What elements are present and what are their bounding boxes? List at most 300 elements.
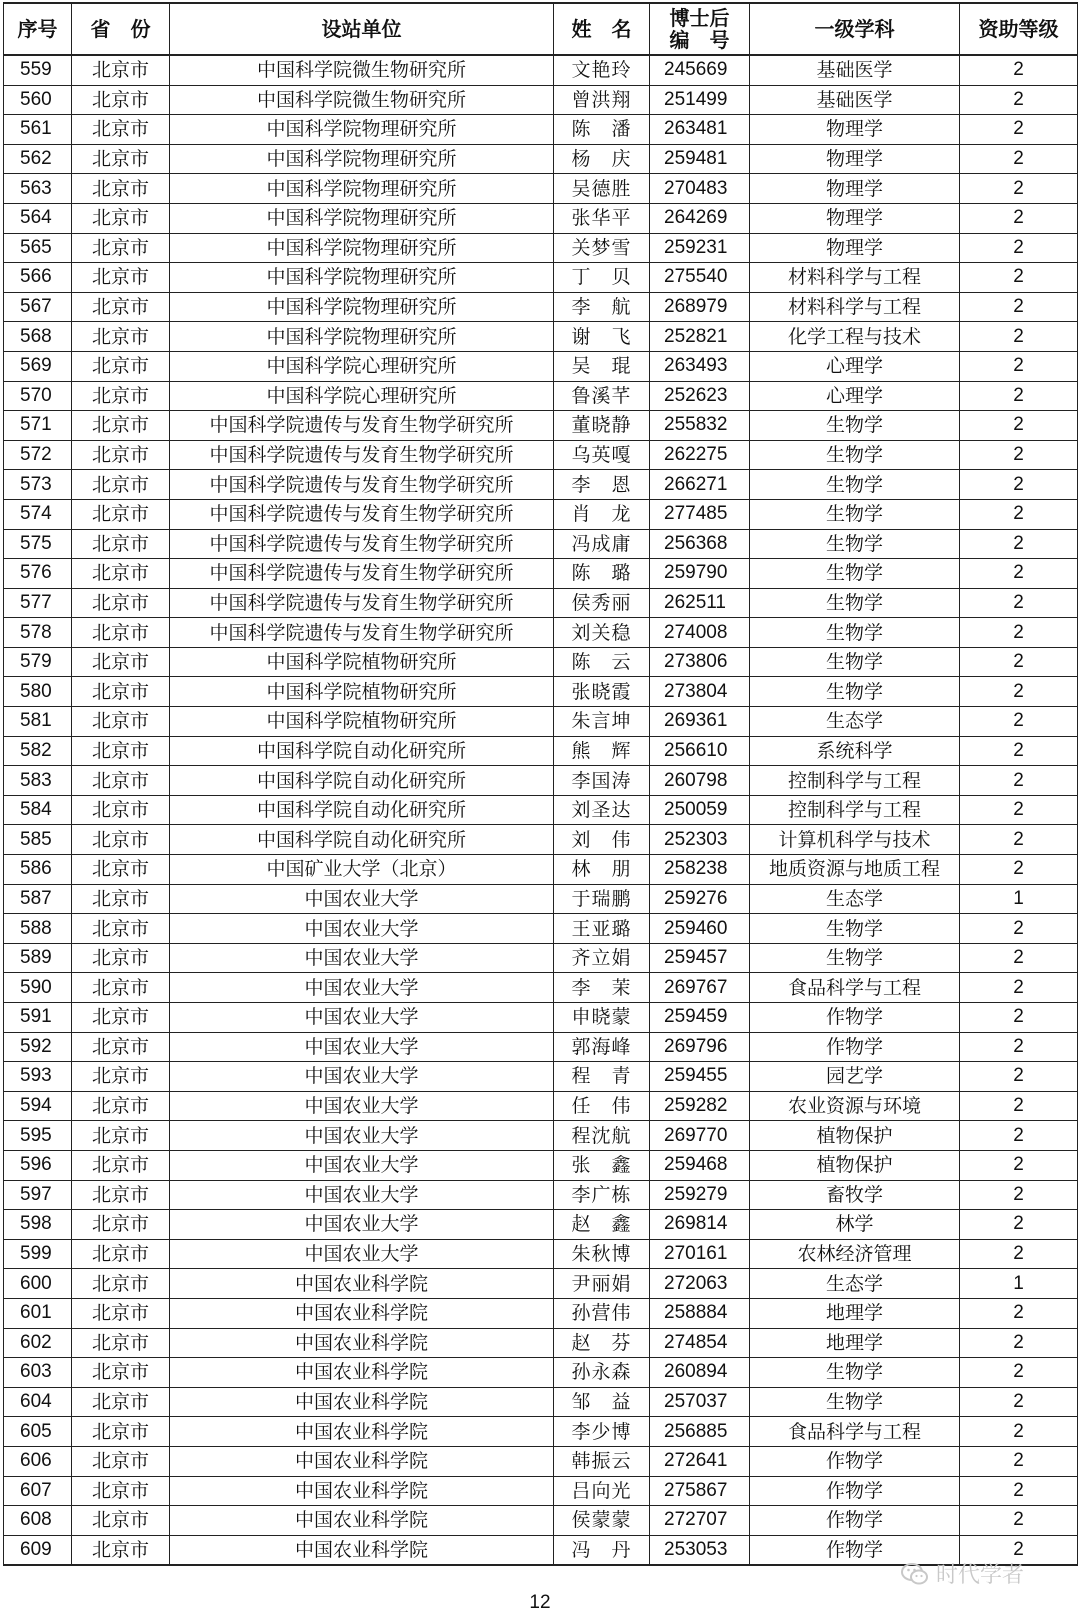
cell-unit: 中国农业科学院 <box>170 1417 554 1447</box>
cell-name: 董晓静 <box>554 411 650 441</box>
cell-grade: 2 <box>960 973 1078 1003</box>
cell-postdoc-id: 258238 <box>650 855 750 885</box>
cell-province: 北京市 <box>72 825 170 855</box>
cell-grade: 2 <box>960 144 1078 174</box>
cell-seq: 562 <box>4 144 72 174</box>
cell-postdoc-id: 274854 <box>650 1328 750 1358</box>
cell-seq: 591 <box>4 1003 72 1033</box>
cell-name: 文艳玲 <box>554 55 650 85</box>
cell-seq: 582 <box>4 736 72 766</box>
cell-province: 北京市 <box>72 263 170 293</box>
cell-unit: 中国农业大学 <box>170 973 554 1003</box>
table-row <box>4 144 1078 174</box>
cell-unit: 中国科学院遗传与发育生物学研究所 <box>170 440 554 470</box>
cell-seq: 577 <box>4 588 72 618</box>
cell-unit: 中国农业科学院 <box>170 1358 554 1388</box>
cell-postdoc-id: 270161 <box>650 1239 750 1269</box>
header-seq: 序号 <box>4 3 72 55</box>
cell-seq: 560 <box>4 85 72 115</box>
cell-name: 陈 璐 <box>554 559 650 589</box>
cell-discipline: 物理学 <box>750 174 960 204</box>
table-row <box>4 795 1078 825</box>
cell-name: 谢 飞 <box>554 322 650 352</box>
cell-unit: 中国农业大学 <box>170 1091 554 1121</box>
cell-grade: 2 <box>960 707 1078 737</box>
cell-province: 北京市 <box>72 766 170 796</box>
cell-grade: 2 <box>960 411 1078 441</box>
table-row <box>4 174 1078 204</box>
cell-seq: 559 <box>4 55 72 85</box>
cell-postdoc-id: 259282 <box>650 1091 750 1121</box>
cell-name: 程沈航 <box>554 1121 650 1151</box>
cell-unit: 中国科学院自动化研究所 <box>170 795 554 825</box>
cell-unit: 中国农业大学 <box>170 1210 554 1240</box>
cell-province: 北京市 <box>72 1298 170 1328</box>
cell-grade: 2 <box>960 943 1078 973</box>
cell-name: 程 青 <box>554 1062 650 1092</box>
cell-unit: 中国农业大学 <box>170 1121 554 1151</box>
cell-seq: 605 <box>4 1417 72 1447</box>
cell-province: 北京市 <box>72 1210 170 1240</box>
cell-discipline: 植物保护 <box>750 1150 960 1180</box>
cell-postdoc-id: 269361 <box>650 707 750 737</box>
cell-name: 赵 鑫 <box>554 1210 650 1240</box>
cell-name: 侯秀丽 <box>554 588 650 618</box>
cell-name: 李国涛 <box>554 766 650 796</box>
table-row <box>4 1358 1078 1388</box>
cell-province: 北京市 <box>72 973 170 1003</box>
cell-name: 张 鑫 <box>554 1150 650 1180</box>
cell-grade: 2 <box>960 1446 1078 1476</box>
cell-province: 北京市 <box>72 943 170 973</box>
cell-name: 丁 贝 <box>554 263 650 293</box>
table-row <box>4 203 1078 233</box>
cell-discipline: 地理学 <box>750 1298 960 1328</box>
cell-province: 北京市 <box>72 855 170 885</box>
cell-postdoc-id: 259276 <box>650 884 750 914</box>
cell-province: 北京市 <box>72 1328 170 1358</box>
cell-postdoc-id: 262511 <box>650 588 750 618</box>
cell-province: 北京市 <box>72 1417 170 1447</box>
cell-province: 北京市 <box>72 1121 170 1151</box>
table-row <box>4 647 1078 677</box>
cell-grade: 2 <box>960 1358 1078 1388</box>
cell-name: 赵 芬 <box>554 1328 650 1358</box>
cell-postdoc-id: 263493 <box>650 351 750 381</box>
table-row <box>4 233 1078 263</box>
header-discipline: 一级学科 <box>750 3 960 55</box>
cell-unit: 中国农业大学 <box>170 1150 554 1180</box>
cell-postdoc-id: 269796 <box>650 1032 750 1062</box>
cell-province: 北京市 <box>72 1003 170 1033</box>
cell-grade: 2 <box>960 795 1078 825</box>
table-row <box>4 1091 1078 1121</box>
cell-name: 冯成庸 <box>554 529 650 559</box>
cell-grade: 2 <box>960 1180 1078 1210</box>
cell-postdoc-id: 256610 <box>650 736 750 766</box>
cell-province: 北京市 <box>72 1387 170 1417</box>
cell-seq: 563 <box>4 174 72 204</box>
cell-grade: 2 <box>960 825 1078 855</box>
cell-name: 陈 云 <box>554 647 650 677</box>
cell-postdoc-id: 245669 <box>650 55 750 85</box>
cell-unit: 中国科学院植物研究所 <box>170 707 554 737</box>
cell-name: 刘圣达 <box>554 795 650 825</box>
cell-seq: 579 <box>4 647 72 677</box>
cell-province: 北京市 <box>72 292 170 322</box>
cell-discipline: 植物保护 <box>750 1121 960 1151</box>
cell-name: 熊 辉 <box>554 736 650 766</box>
table-row <box>4 411 1078 441</box>
cell-discipline: 物理学 <box>750 144 960 174</box>
table-row <box>4 529 1078 559</box>
table-row <box>4 470 1078 500</box>
cell-grade: 2 <box>960 470 1078 500</box>
cell-province: 北京市 <box>72 1358 170 1388</box>
cell-province: 北京市 <box>72 884 170 914</box>
cell-grade: 1 <box>960 1269 1078 1299</box>
table-row <box>4 1003 1078 1033</box>
cell-grade: 2 <box>960 174 1078 204</box>
cell-discipline: 系统科学 <box>750 736 960 766</box>
cell-grade: 2 <box>960 1062 1078 1092</box>
cell-unit: 中国科学院自动化研究所 <box>170 736 554 766</box>
cell-grade: 2 <box>960 85 1078 115</box>
cell-grade: 2 <box>960 499 1078 529</box>
cell-discipline: 物理学 <box>750 115 960 145</box>
postdoc-funding-table <box>3 2 1078 1566</box>
cell-seq: 578 <box>4 618 72 648</box>
cell-unit: 中国科学院遗传与发育生物学研究所 <box>170 411 554 441</box>
table-row <box>4 1032 1078 1062</box>
cell-name: 乌英嘎 <box>554 440 650 470</box>
cell-province: 北京市 <box>72 1150 170 1180</box>
table-row <box>4 825 1078 855</box>
cell-seq: 581 <box>4 707 72 737</box>
cell-province: 北京市 <box>72 1180 170 1210</box>
cell-name: 杨 庆 <box>554 144 650 174</box>
cell-discipline: 地理学 <box>750 1328 960 1358</box>
cell-name: 曾洪翔 <box>554 85 650 115</box>
cell-province: 北京市 <box>72 1239 170 1269</box>
cell-unit: 中国科学院物理研究所 <box>170 203 554 233</box>
cell-unit: 中国农业科学院 <box>170 1535 554 1565</box>
cell-province: 北京市 <box>72 411 170 441</box>
cell-seq: 580 <box>4 677 72 707</box>
table-row <box>4 1180 1078 1210</box>
cell-postdoc-id: 264269 <box>650 203 750 233</box>
cell-name: 齐立娟 <box>554 943 650 973</box>
cell-province: 北京市 <box>72 795 170 825</box>
table-row <box>4 1446 1078 1476</box>
cell-grade: 2 <box>960 766 1078 796</box>
table-row <box>4 855 1078 885</box>
cell-province: 北京市 <box>72 174 170 204</box>
cell-seq: 584 <box>4 795 72 825</box>
cell-province: 北京市 <box>72 677 170 707</box>
cell-postdoc-id: 256885 <box>650 1417 750 1447</box>
cell-grade: 2 <box>960 381 1078 411</box>
cell-discipline: 生物学 <box>750 588 960 618</box>
cell-postdoc-id: 269814 <box>650 1210 750 1240</box>
cell-grade: 2 <box>960 1239 1078 1269</box>
cell-postdoc-id: 260798 <box>650 766 750 796</box>
table-row <box>4 263 1078 293</box>
cell-grade: 2 <box>960 618 1078 648</box>
cell-discipline: 物理学 <box>750 233 960 263</box>
cell-name: 孙永森 <box>554 1358 650 1388</box>
cell-discipline: 生物学 <box>750 440 960 470</box>
cell-unit: 中国农业大学 <box>170 943 554 973</box>
cell-name: 邹 益 <box>554 1387 650 1417</box>
cell-name: 肖 龙 <box>554 499 650 529</box>
cell-seq: 569 <box>4 351 72 381</box>
cell-postdoc-id: 259459 <box>650 1003 750 1033</box>
cell-postdoc-id: 259481 <box>650 144 750 174</box>
table-row <box>4 677 1078 707</box>
cell-discipline: 生物学 <box>750 499 960 529</box>
cell-postdoc-id: 257037 <box>650 1387 750 1417</box>
cell-unit: 中国农业大学 <box>170 884 554 914</box>
header-unit: 设站单位 <box>170 3 554 55</box>
cell-seq: 570 <box>4 381 72 411</box>
cell-unit: 中国科学院物理研究所 <box>170 292 554 322</box>
cell-discipline: 化学工程与技术 <box>750 322 960 352</box>
cell-discipline: 生物学 <box>750 529 960 559</box>
cell-postdoc-id: 256368 <box>650 529 750 559</box>
cell-name: 冯 丹 <box>554 1535 650 1565</box>
table-row <box>4 322 1078 352</box>
cell-seq: 607 <box>4 1476 72 1506</box>
cell-discipline: 心理学 <box>750 351 960 381</box>
cell-postdoc-id: 262275 <box>650 440 750 470</box>
cell-grade: 2 <box>960 1121 1078 1151</box>
cell-province: 北京市 <box>72 1476 170 1506</box>
cell-grade: 2 <box>960 1417 1078 1447</box>
cell-seq: 572 <box>4 440 72 470</box>
cell-discipline: 农林经济管理 <box>750 1239 960 1269</box>
cell-discipline: 作物学 <box>750 1032 960 1062</box>
cell-seq: 599 <box>4 1239 72 1269</box>
cell-grade: 2 <box>960 647 1078 677</box>
cell-seq: 589 <box>4 943 72 973</box>
cell-grade: 2 <box>960 1535 1078 1565</box>
cell-discipline: 生物学 <box>750 411 960 441</box>
cell-unit: 中国农业大学 <box>170 1062 554 1092</box>
cell-unit: 中国科学院遗传与发育生物学研究所 <box>170 618 554 648</box>
cell-discipline: 生态学 <box>750 1269 960 1299</box>
table-row <box>4 1269 1078 1299</box>
cell-discipline: 生物学 <box>750 1387 960 1417</box>
table-row <box>4 1062 1078 1092</box>
cell-grade: 2 <box>960 203 1078 233</box>
cell-postdoc-id: 275867 <box>650 1476 750 1506</box>
header-postdoc-id <box>650 3 750 55</box>
table-row <box>4 1298 1078 1328</box>
cell-discipline: 农业资源与环境 <box>750 1091 960 1121</box>
cell-province: 北京市 <box>72 736 170 766</box>
header-province: 省 份 <box>72 3 170 55</box>
cell-unit: 中国科学院物理研究所 <box>170 263 554 293</box>
cell-seq: 598 <box>4 1210 72 1240</box>
cell-grade: 2 <box>960 559 1078 589</box>
cell-seq: 565 <box>4 233 72 263</box>
cell-unit: 中国科学院遗传与发育生物学研究所 <box>170 588 554 618</box>
table-row <box>4 943 1078 973</box>
cell-discipline: 控制科学与工程 <box>750 795 960 825</box>
cell-postdoc-id: 277485 <box>650 499 750 529</box>
cell-name: 刘关稳 <box>554 618 650 648</box>
cell-grade: 2 <box>960 1150 1078 1180</box>
cell-postdoc-id: 253053 <box>650 1535 750 1565</box>
cell-name: 朱言坤 <box>554 707 650 737</box>
cell-discipline: 生态学 <box>750 707 960 737</box>
cell-postdoc-id: 272063 <box>650 1269 750 1299</box>
cell-postdoc-id: 252303 <box>650 825 750 855</box>
cell-postdoc-id: 268979 <box>650 292 750 322</box>
cell-unit: 中国科学院物理研究所 <box>170 174 554 204</box>
cell-postdoc-id: 259457 <box>650 943 750 973</box>
table-row <box>4 1328 1078 1358</box>
cell-seq: 583 <box>4 766 72 796</box>
table-row <box>4 973 1078 1003</box>
cell-unit: 中国农业大学 <box>170 1032 554 1062</box>
cell-name: 关梦雪 <box>554 233 650 263</box>
cell-unit: 中国农业科学院 <box>170 1269 554 1299</box>
cell-discipline: 林学 <box>750 1210 960 1240</box>
cell-name: 吕向光 <box>554 1476 650 1506</box>
cell-seq: 595 <box>4 1121 72 1151</box>
cell-name: 陈 潘 <box>554 115 650 145</box>
header-name: 姓 名 <box>554 3 650 55</box>
table-row <box>4 55 1078 85</box>
cell-seq: 561 <box>4 115 72 145</box>
cell-grade: 2 <box>960 292 1078 322</box>
cell-discipline: 基础医学 <box>750 85 960 115</box>
cell-postdoc-id: 259455 <box>650 1062 750 1092</box>
cell-province: 北京市 <box>72 1446 170 1476</box>
table-header-row <box>4 3 1078 55</box>
table-row <box>4 766 1078 796</box>
cell-unit: 中国科学院自动化研究所 <box>170 825 554 855</box>
cell-province: 北京市 <box>72 1535 170 1565</box>
table-row <box>4 1121 1078 1151</box>
cell-postdoc-id: 273804 <box>650 677 750 707</box>
cell-grade: 2 <box>960 263 1078 293</box>
cell-grade: 2 <box>960 529 1078 559</box>
table-row <box>4 559 1078 589</box>
table-row <box>4 1387 1078 1417</box>
cell-grade: 2 <box>960 1328 1078 1358</box>
cell-province: 北京市 <box>72 914 170 944</box>
cell-discipline: 基础医学 <box>750 55 960 85</box>
cell-province: 北京市 <box>72 322 170 352</box>
cell-unit: 中国科学院自动化研究所 <box>170 766 554 796</box>
header-grade: 资助等级 <box>960 3 1078 55</box>
cell-postdoc-id: 263481 <box>650 115 750 145</box>
cell-grade: 2 <box>960 233 1078 263</box>
cell-unit: 中国矿业大学（北京） <box>170 855 554 885</box>
cell-grade: 2 <box>960 736 1078 766</box>
table-row <box>4 1210 1078 1240</box>
cell-discipline: 生态学 <box>750 884 960 914</box>
cell-grade: 2 <box>960 440 1078 470</box>
table-row <box>4 618 1078 648</box>
cell-name: 鲁溪芊 <box>554 381 650 411</box>
cell-discipline: 作物学 <box>750 1535 960 1565</box>
wechat-icon <box>900 1559 930 1589</box>
cell-postdoc-id: 259460 <box>650 914 750 944</box>
cell-name: 朱秋博 <box>554 1239 650 1269</box>
cell-discipline: 生物学 <box>750 914 960 944</box>
cell-unit: 中国科学院物理研究所 <box>170 144 554 174</box>
cell-province: 北京市 <box>72 381 170 411</box>
cell-postdoc-id: 255832 <box>650 411 750 441</box>
cell-seq: 588 <box>4 914 72 944</box>
cell-postdoc-id: 266271 <box>650 470 750 500</box>
cell-unit: 中国农业大学 <box>170 1239 554 1269</box>
cell-name: 韩振云 <box>554 1446 650 1476</box>
table-row <box>4 884 1078 914</box>
cell-discipline: 控制科学与工程 <box>750 766 960 796</box>
table-row <box>4 440 1078 470</box>
table-body <box>4 55 1078 1565</box>
cell-province: 北京市 <box>72 351 170 381</box>
cell-province: 北京市 <box>72 233 170 263</box>
cell-discipline: 畜牧学 <box>750 1180 960 1210</box>
cell-postdoc-id: 252623 <box>650 381 750 411</box>
cell-province: 北京市 <box>72 203 170 233</box>
cell-province: 北京市 <box>72 470 170 500</box>
cell-grade: 2 <box>960 322 1078 352</box>
cell-name: 张晓霞 <box>554 677 650 707</box>
cell-grade: 2 <box>960 55 1078 85</box>
cell-province: 北京市 <box>72 1506 170 1536</box>
cell-seq: 571 <box>4 411 72 441</box>
cell-province: 北京市 <box>72 499 170 529</box>
cell-postdoc-id: 275540 <box>650 263 750 293</box>
cell-province: 北京市 <box>72 1062 170 1092</box>
cell-postdoc-id: 251499 <box>650 85 750 115</box>
cell-unit: 中国农业科学院 <box>170 1446 554 1476</box>
cell-province: 北京市 <box>72 618 170 648</box>
cell-seq: 567 <box>4 292 72 322</box>
cell-province: 北京市 <box>72 115 170 145</box>
cell-seq: 592 <box>4 1032 72 1062</box>
cell-name: 郭海峰 <box>554 1032 650 1062</box>
cell-postdoc-id: 269770 <box>650 1121 750 1151</box>
cell-grade: 2 <box>960 1298 1078 1328</box>
cell-unit: 中国科学院遗传与发育生物学研究所 <box>170 559 554 589</box>
cell-grade: 2 <box>960 588 1078 618</box>
table-row <box>4 1506 1078 1536</box>
cell-name: 李 茉 <box>554 973 650 1003</box>
cell-province: 北京市 <box>72 1032 170 1062</box>
cell-postdoc-id: 260894 <box>650 1358 750 1388</box>
cell-unit: 中国农业大学 <box>170 1003 554 1033</box>
cell-name: 刘 伟 <box>554 825 650 855</box>
watermark-text: 时代学者 <box>936 1563 1025 1588</box>
cell-discipline: 食品科学与工程 <box>750 1417 960 1447</box>
cell-unit: 中国农业科学院 <box>170 1298 554 1328</box>
cell-unit: 中国科学院心理研究所 <box>170 351 554 381</box>
cell-discipline: 生物学 <box>750 470 960 500</box>
cell-discipline: 生物学 <box>750 618 960 648</box>
cell-postdoc-id: 273806 <box>650 647 750 677</box>
cell-seq: 597 <box>4 1180 72 1210</box>
cell-name: 李 恩 <box>554 470 650 500</box>
cell-name: 李 航 <box>554 292 650 322</box>
